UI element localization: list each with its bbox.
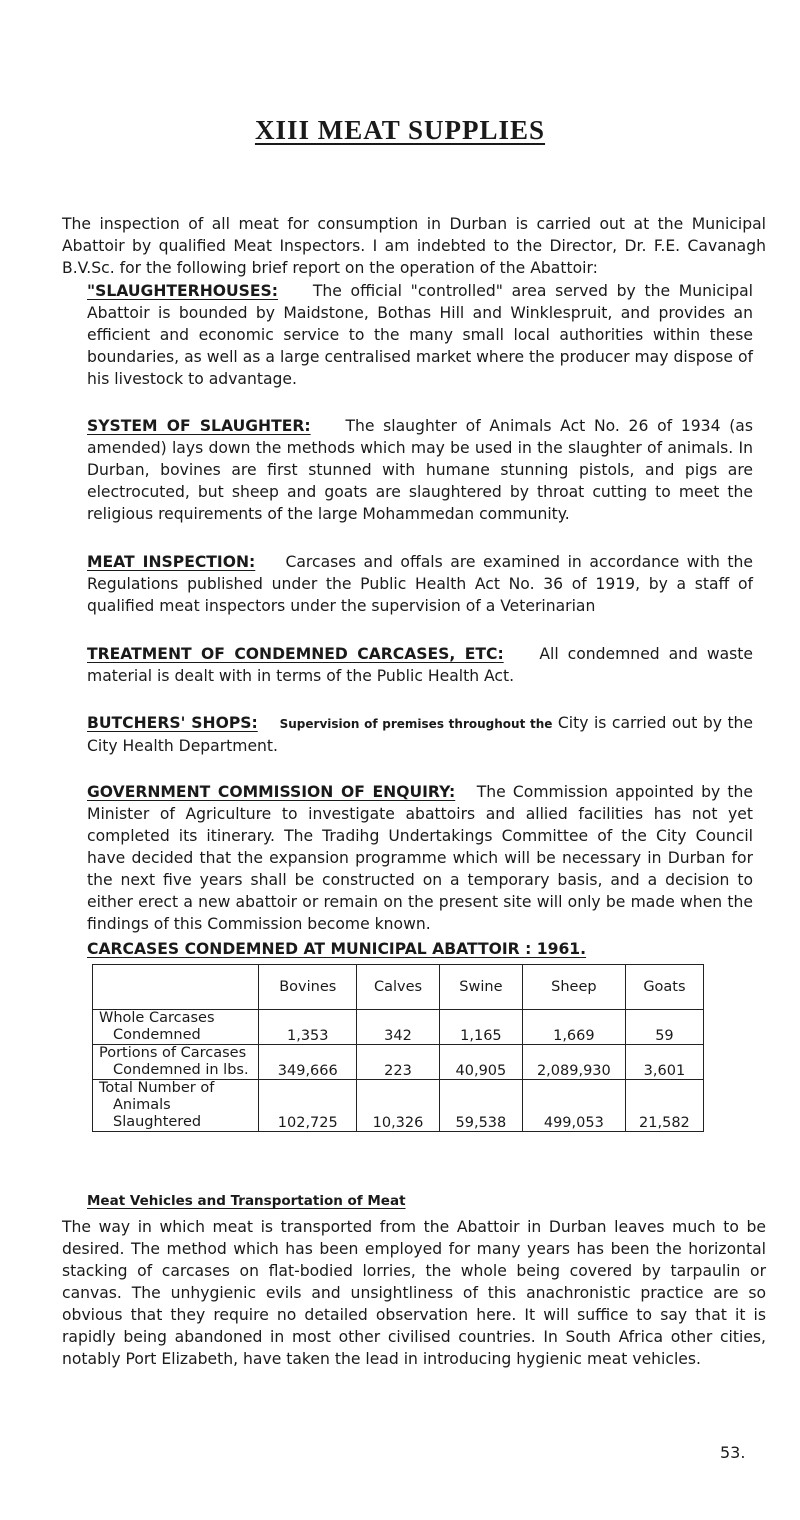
table-cell: 10,326 <box>357 1080 440 1132</box>
table-row <box>93 1045 704 1080</box>
table-cell: 2,089,930 <box>522 1045 625 1080</box>
treatment-body: All condemned and waste material is dealt with in terms of the Public Health Act. <box>87 645 754 685</box>
system-paragraph <box>87 415 753 525</box>
inspection-heading: MEAT INSPECTION: <box>87 553 256 571</box>
table-cell: 223 <box>357 1045 440 1080</box>
table-cell: 21,582 <box>625 1080 703 1132</box>
table-header-cell: Swine <box>439 965 522 1010</box>
butchers-paragraph <box>87 712 753 757</box>
table-row <box>93 1080 704 1132</box>
table-cell: 1,353 <box>259 1010 357 1045</box>
vehicles-paragraph: The way in which meat is transported from the Abattoir in Durban leaves much to be desired. The method which has been employed for many years has been the horizontal stacking of carcases on flat-bodied lorries, the whole being covered by tarpaulin or canvas. The unhygienic evils and unsightliness of this anachronistic practice are so obvious that they require no detailed observation here. It will suffice to say that it is rapidly being abandoned in most other civilised countries. In South Africa other cities, notably Port Elizabeth, have taken the lead in introducing hygienic meat vehicles. <box>62 1218 766 1368</box>
table-cell: 3,601 <box>625 1045 703 1080</box>
table-header-cell: Calves <box>357 965 440 1010</box>
table-cell: 349,666 <box>259 1045 357 1080</box>
slaughterhouses-body: The official "controlled" area served by the Municipal Abattoir is bounded by Maidstone, Bothas Hill and Winklespruit, and provides an efficient and economic service to the many small local authorities within these boundaries, as well as a large centralised market where the producer may dispose of his livestock to advantage. <box>87 282 754 388</box>
commission-heading: GOVERNMENT COMMISSION OF ENQUIRY: <box>87 783 456 801</box>
system-body: The slaughter of Animals Act No. 26 of 1934 (as amended) lays down the methods which may be used in the slaughter of animals. In Durban, bovines are first stunned with humane stunning pistols, and pigs are electrocuted, but sheep and goats are slaughtered by throat cutting to meet the religious requirements of the large Mohammedan community. <box>87 417 753 523</box>
slaughterhouses-heading: "SLAUGHTERHOUSES: <box>87 282 279 300</box>
table-header-cell: Sheep <box>522 965 625 1010</box>
table-cell: 59,538 <box>439 1080 522 1132</box>
table-header-row <box>93 965 704 1010</box>
table-row <box>93 1010 704 1045</box>
system-heading: SYSTEM OF SLAUGHTER: <box>87 417 311 435</box>
row-label: Whole Carcases Condemned <box>93 1010 259 1045</box>
page-title: XIII MEAT SUPPLIES <box>254 115 546 145</box>
butchers-body-small: Supervision of premises throughout the <box>279 717 553 731</box>
slaughterhouses-paragraph <box>87 280 753 390</box>
carcases-table <box>92 964 704 1132</box>
table-cell: 1,165 <box>439 1010 522 1045</box>
inspection-body: Carcases and offals are examined in accordance with the Regulations published under the Public Health Act No. 36 of 1919, by a staff of qualified meat inspectors under the supervision of a Veterinarian <box>87 553 753 615</box>
table-header-cell: Goats <box>625 965 703 1010</box>
table-header-cell: Bovines <box>259 965 357 1010</box>
row-label: Total Number of Animals Slaughtered <box>93 1080 259 1132</box>
commission-body: The Commission appointed by the Minister of Agriculture to investigate abattoirs and allied facilities has not yet completed its itinerary. The Tradihg Undertakings Committee of the City Council have decided that the expansion programme which will be necessary in Durban for the next five years shall be constructed on a temporary basis, and a decision to either erect a new abattoir or remain on the present site will only be made when the findings of this Commission become known. <box>87 783 753 933</box>
table-cell: 59 <box>625 1010 703 1045</box>
treatment-heading: TREATMENT OF CONDEMNED CARCASES, ETC: <box>87 645 504 663</box>
table-cell: 40,905 <box>439 1045 522 1080</box>
table-cell: 1,669 <box>522 1010 625 1045</box>
table-header-cell <box>93 965 259 1010</box>
treatment-paragraph <box>87 643 753 687</box>
commission-paragraph <box>87 781 753 935</box>
intro-paragraph: The inspection of all meat for consumption in Durban is carried out at the Municipal Abattoir by qualified Meat Inspectors. I am indebted to the Director, Dr. F.E. Cavanagh B.V.Sc. for the following brief report on the operation of the Abattoir: <box>62 215 766 277</box>
table-cell: 102,725 <box>259 1080 357 1132</box>
vehicles-heading: Meat Vehicles and Transportation of Meat <box>87 1193 406 1209</box>
table-caption: CARCASES CONDEMNED AT MUNICIPAL ABATTOIR : 1961. <box>87 940 587 958</box>
table-cell: 499,053 <box>522 1080 625 1132</box>
inspection-paragraph <box>87 551 753 617</box>
page-number: 53. <box>720 1443 746 1462</box>
butchers-body: City is carried out by the City Health Department. <box>87 714 754 755</box>
table-cell: 342 <box>357 1010 440 1045</box>
butchers-heading: BUTCHERS' SHOPS: <box>87 714 258 732</box>
row-label: Portions of Carcases Condemned in lbs. <box>93 1045 259 1080</box>
